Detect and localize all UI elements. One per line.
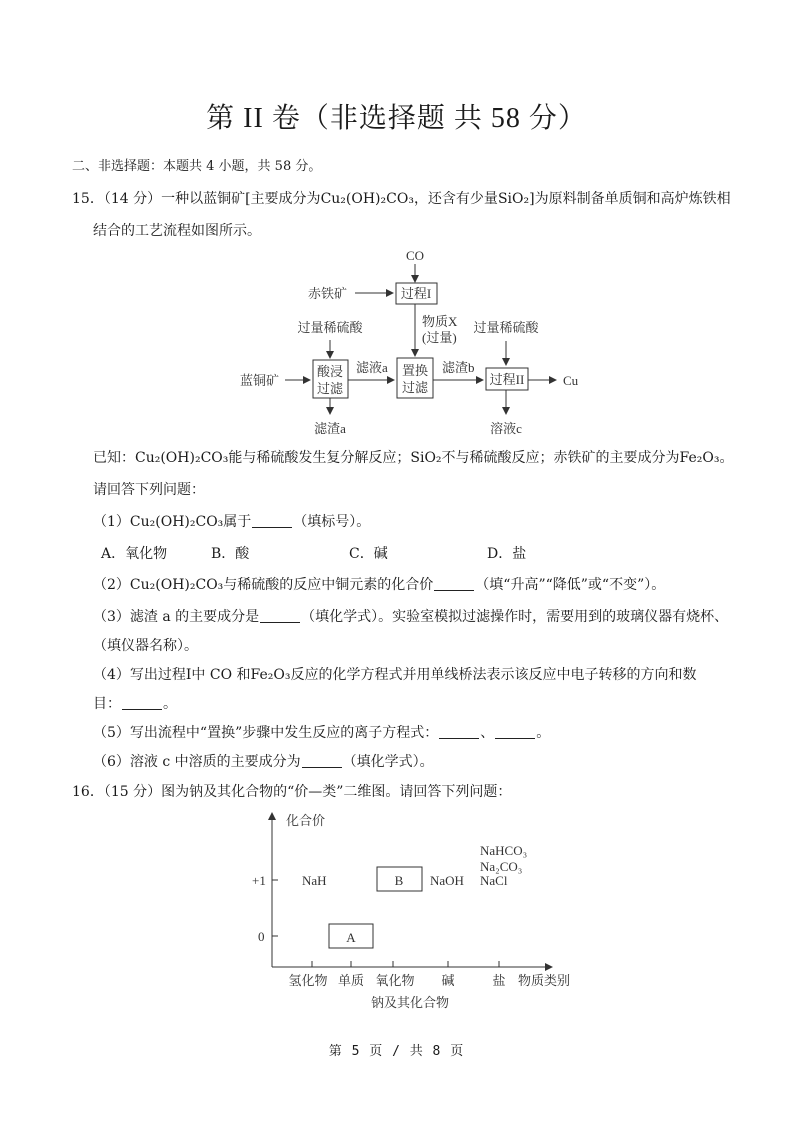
- sub6-text: （填化学式）。: [342, 754, 434, 770]
- flow-azurite: 蓝铜矿: [240, 373, 280, 388]
- sub2-text: 与稀硫酸的反应中铜元素的化合价: [223, 577, 434, 593]
- flow-co: CO: [405, 248, 425, 263]
- label-nah: NaH: [302, 873, 327, 888]
- label-nahco3: NaHCO₃: [480, 843, 528, 858]
- label-na2co3: Na₂CO₃: [480, 859, 523, 874]
- box-a-label: A: [346, 930, 356, 945]
- flow-acid-left: 过量稀硫酸: [297, 320, 363, 335]
- option-d[interactable]: D．盐: [487, 546, 527, 562]
- page-footer: 第 5 页 / 共 8 页: [328, 1044, 465, 1059]
- sub5-text: 。: [536, 725, 551, 741]
- formula: SiO₂: [410, 450, 442, 466]
- sub3-text: （填化学式）。实验室模拟过滤操作时，需要用到的玻璃仪器有烧杯、: [301, 609, 729, 625]
- answer-blank[interactable]: [434, 576, 474, 591]
- flow-leach-1: 酸浸: [316, 364, 344, 379]
- formula: Fe₂O₃: [250, 667, 291, 683]
- flow-replace-2: 过滤: [401, 380, 429, 395]
- q15-sub6: [93, 752, 434, 772]
- box-b-label: B: [394, 873, 404, 888]
- formula: SiO₂: [497, 191, 530, 207]
- diagram-caption: 钠及其化合物: [370, 995, 450, 1010]
- formula: Cu₂(OH)₂CO₃: [129, 577, 224, 593]
- flow-cu: Cu: [563, 373, 579, 388]
- known-text: 能与稀硫酸发生复分解反应；: [228, 450, 411, 466]
- sub6-text: （6）溶液 c 中溶质的主要成分为: [93, 754, 301, 770]
- sub4-text: 。: [163, 696, 177, 712]
- option-a[interactable]: A．氧化物: [101, 546, 168, 562]
- q15-sub4-line2: [93, 694, 177, 714]
- sub4-text: 反应的化学方程式并用单线桥法表示该反应中电子转移的方向和数: [290, 667, 697, 683]
- answer-blank[interactable]: [122, 695, 162, 710]
- q15-sub3-line2: （填仪器名称）。: [93, 638, 198, 654]
- y-tick-0: 0: [258, 929, 265, 944]
- sub1-text: 属于: [223, 514, 252, 530]
- sub1-text: （填标号）。: [293, 514, 371, 530]
- q15-number: 15．: [72, 191, 104, 207]
- flow-process2: 过程II: [489, 372, 525, 387]
- q15-known: [93, 448, 733, 468]
- q15-sub5: [93, 723, 550, 743]
- flow-hematite: 赤铁矿: [308, 286, 348, 301]
- flow-process1: 过程I: [400, 286, 432, 301]
- flow-replace-1: 置换: [401, 363, 429, 378]
- flow-residue-a: 滤渣a: [314, 421, 346, 436]
- label-naoh: NaOH: [430, 873, 464, 888]
- flow-leach-2: 过滤: [316, 381, 344, 396]
- known-text: 。: [719, 450, 734, 466]
- known-text: 不与稀硫酸反应；赤铁矿的主要成分为: [441, 450, 680, 466]
- sub4-text: 目：: [93, 696, 121, 712]
- sub2-label: （2）: [93, 577, 130, 593]
- y-axis-label: 化合价: [286, 813, 326, 828]
- q15-sub4: [93, 665, 696, 685]
- q16-number: 16．: [72, 784, 104, 800]
- sub2-text: （填“升高”“降低”或“不变”）。: [475, 577, 666, 593]
- q15-intro-text: 一种以蓝铜矿[主要成分为: [161, 191, 321, 207]
- flow-filtrate-a: 滤液a: [356, 360, 388, 375]
- formula: Fe₂O₃: [679, 450, 720, 466]
- q15-intro: [72, 189, 731, 209]
- known-text: 已知：: [93, 450, 135, 466]
- q15-intro-line2: 结合的工艺流程如图所示。: [93, 223, 261, 239]
- answer-blank[interactable]: [252, 513, 292, 528]
- y-tick-plus1: +1: [252, 873, 266, 888]
- q15-score: （14 分）: [103, 191, 162, 207]
- section-heading: 二、非选择题：本题共 4 小题，共 58 分。: [72, 159, 322, 174]
- process-flowchart: [230, 240, 590, 440]
- flow-excess: (过量): [422, 330, 457, 345]
- q15-intro-text: ]为原料制备单质铜和高炉炼铁相: [529, 191, 731, 207]
- x-tick-salt: 盐: [492, 973, 506, 988]
- option-c[interactable]: C．碱: [349, 546, 388, 562]
- q15-sub3: [93, 607, 728, 627]
- formula: Cu₂(OH)₂CO₃: [320, 191, 414, 207]
- answer-blank[interactable]: [495, 724, 535, 739]
- q16-intro: [72, 782, 511, 802]
- sub4-text: （4）写出过程I中 CO 和: [93, 667, 251, 683]
- q16-score: （15 分）: [103, 784, 162, 800]
- answer-blank[interactable]: [302, 753, 342, 768]
- formula: Cu₂(OH)₂CO₃: [135, 450, 229, 466]
- flow-solution-c: 溶液c: [490, 421, 522, 436]
- x-tick-base: 碱: [441, 973, 455, 988]
- x-tick-hydride: 氢化物: [288, 973, 328, 988]
- answer-blank[interactable]: [260, 608, 300, 623]
- q15-prompt: 请回答下列问题：: [93, 482, 205, 498]
- sub5-text: （5）写出流程中“置换”步骤中发生反应的离子方程式：: [93, 725, 439, 741]
- x-tick-oxide: 氧化物: [375, 973, 415, 988]
- q15-intro-text: ，还含有少量: [413, 191, 498, 207]
- label-nacl: NaCl: [480, 873, 508, 888]
- option-b[interactable]: B．酸: [211, 546, 250, 562]
- answer-blank[interactable]: [439, 724, 479, 739]
- flow-residue-b: 滤渣b: [442, 360, 475, 375]
- x-tick-element: 单质: [337, 973, 365, 988]
- sub3-text: （3）滤渣 a 的主要成分是: [93, 609, 260, 625]
- flow-substance-x: 物质X: [422, 314, 458, 329]
- flow-acid-right: 过量稀硫酸: [473, 320, 539, 335]
- valence-class-diagram: [240, 805, 590, 1015]
- q15-sub2: [93, 575, 665, 595]
- formula: Cu₂(OH)₂CO₃: [129, 514, 224, 530]
- q16-text: 图为钠及其化合物的“价—类”二维图。请回答下列问题：: [161, 784, 512, 800]
- page-title: 第 II 卷（非选择题 共 58 分）: [206, 103, 587, 134]
- sub1-label: （1）: [93, 514, 130, 530]
- q15-sub1: [93, 512, 370, 532]
- x-axis-label: 物质类别: [518, 973, 571, 988]
- sub5-text: 、: [480, 725, 495, 741]
